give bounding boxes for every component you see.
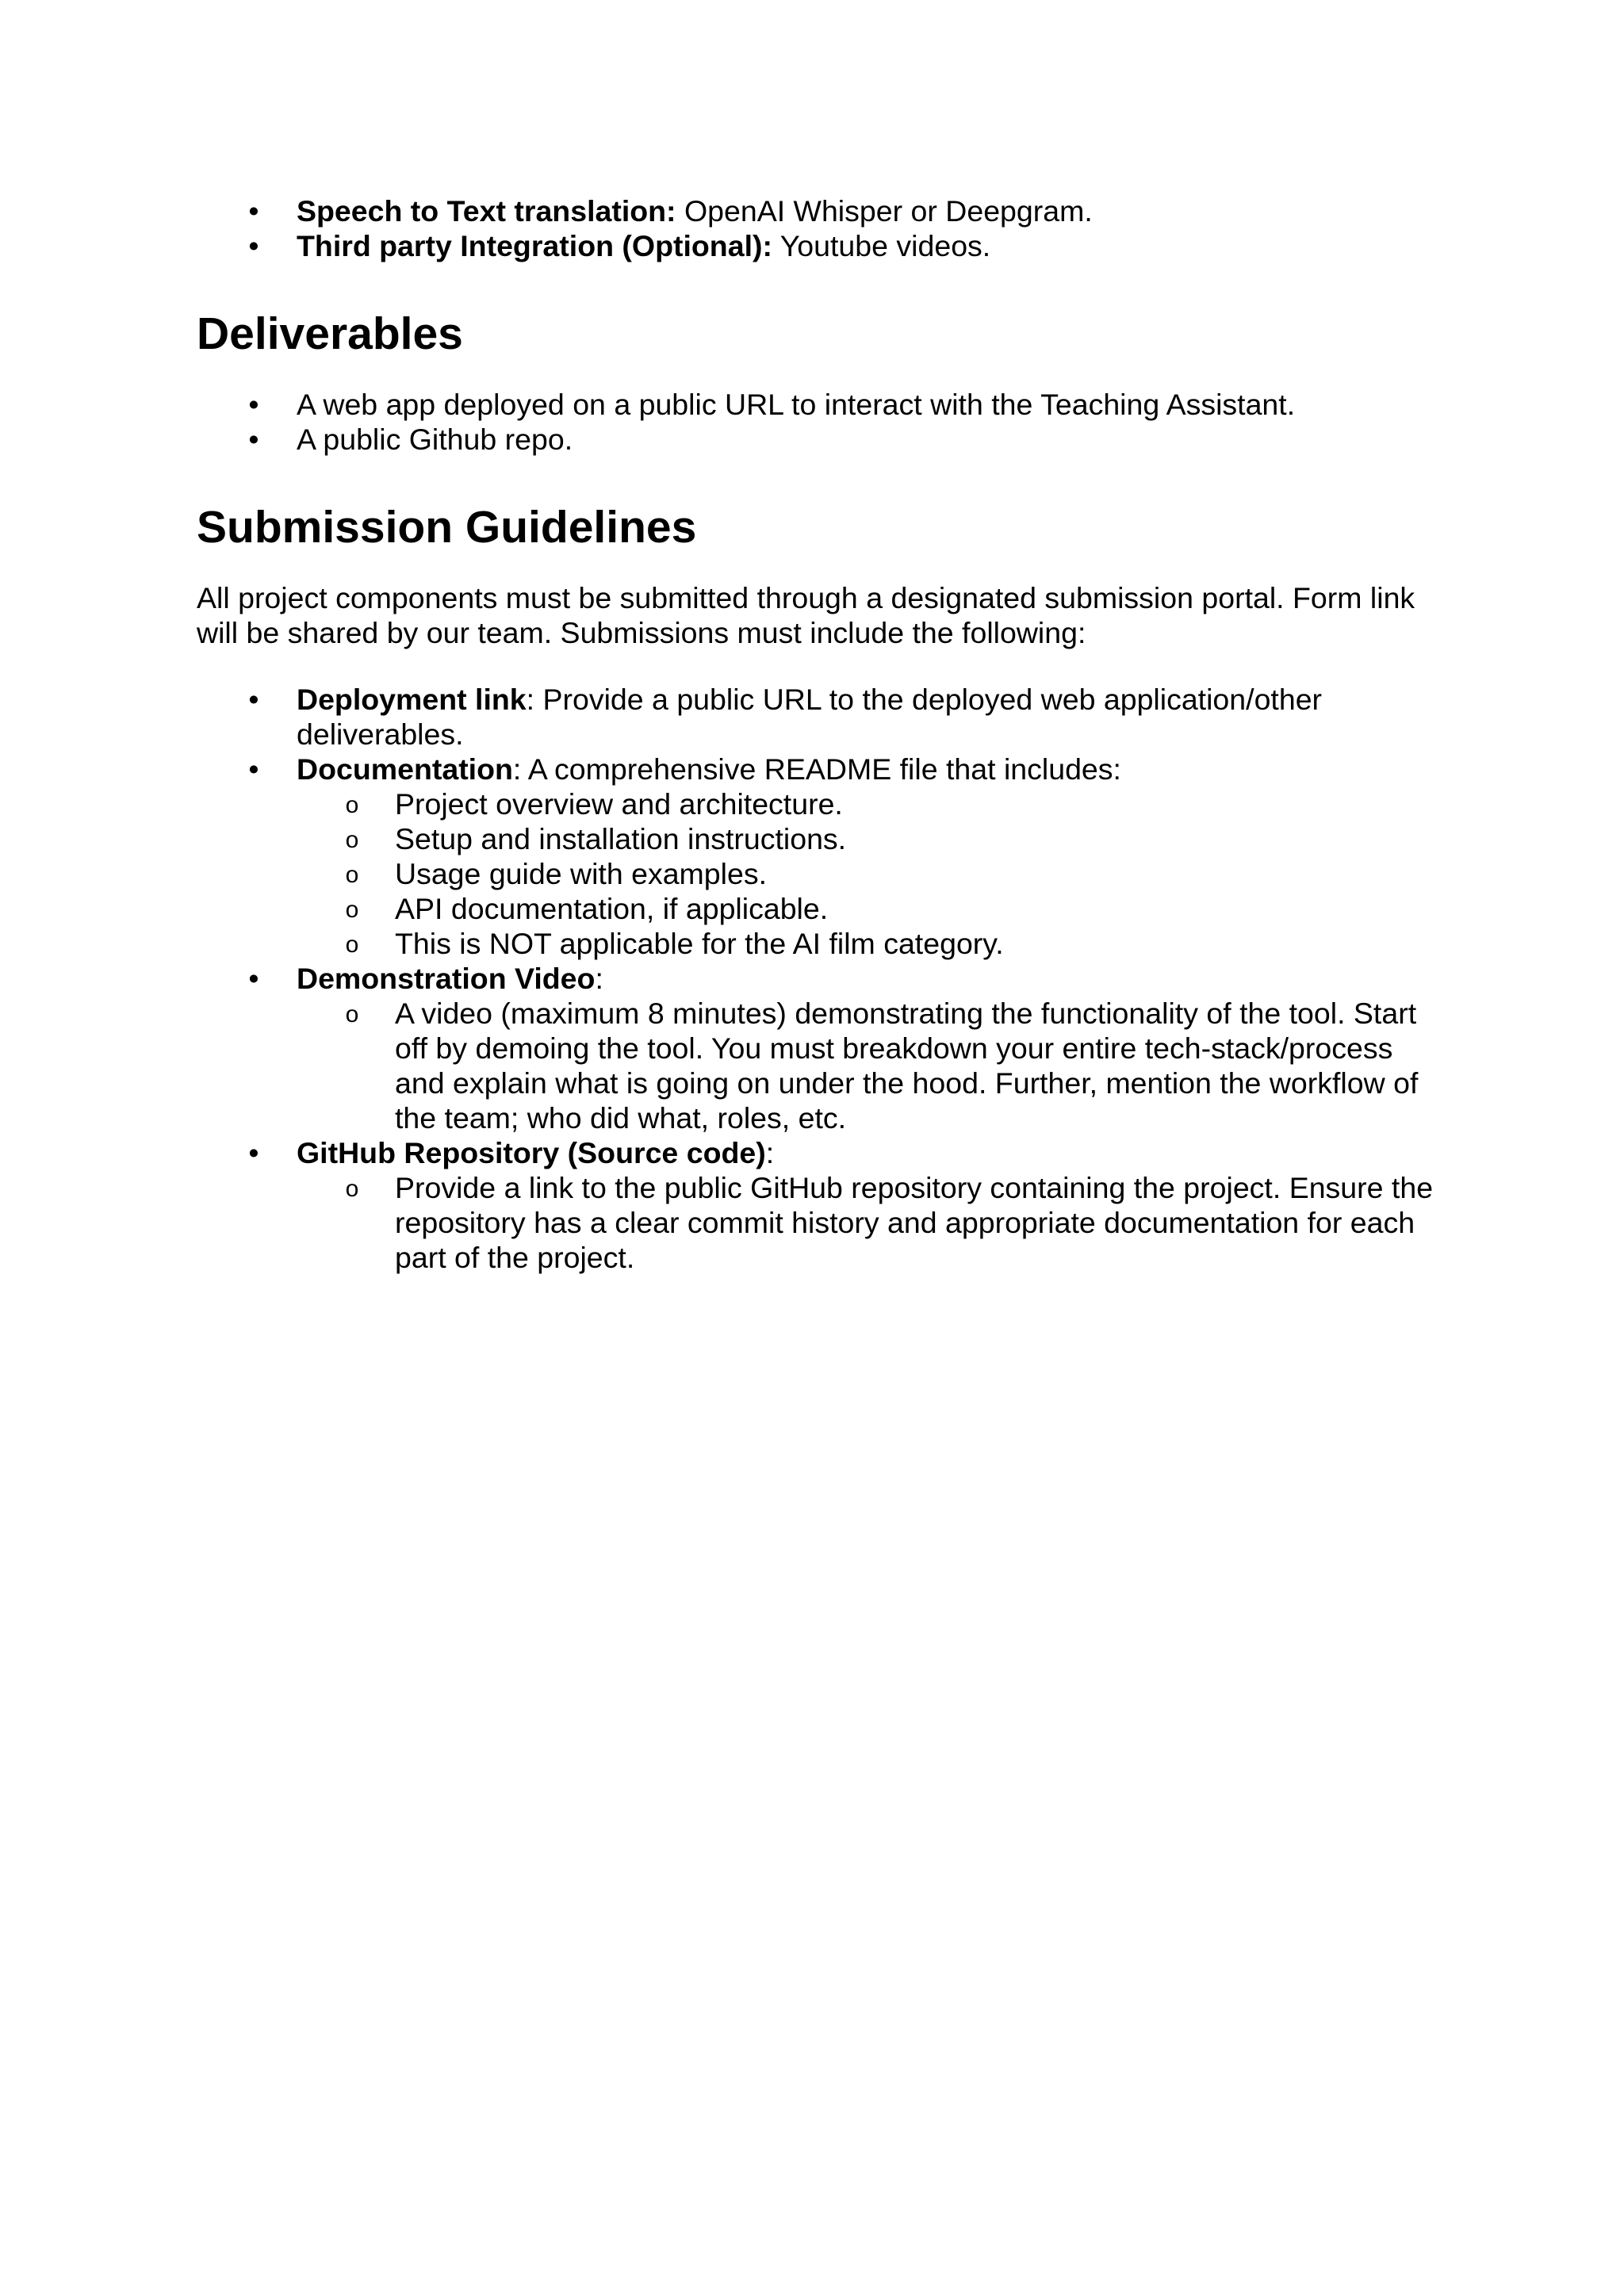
deliverables-heading: Deliverables <box>197 308 463 359</box>
bullet-icon: • <box>248 229 259 262</box>
item-text: : Provide a public URL to the deployed web application/other deliverables. <box>297 683 1323 751</box>
sub-item-text: Usage guide with examples. <box>395 857 768 890</box>
submission-intro: All project components must be submitted through a designated submission portal. Form link will be shared by our team. Submissions must include the following: <box>197 581 1415 649</box>
sub-item-text: Project overview and architecture. <box>395 787 843 821</box>
item-text: : A comprehensive README file that includes: <box>512 752 1121 786</box>
sub-item-text: Setup and installation instructions. <box>395 822 847 855</box>
sub-list-item <box>197 856 1450 891</box>
circle-bullet-icon: o <box>345 1176 359 1202</box>
sub-list-item <box>197 786 1450 821</box>
item-text: OpenAI Whisper or Deepgram. <box>676 194 1093 228</box>
circle-bullet-icon: o <box>345 792 359 818</box>
list-item <box>197 193 1450 228</box>
list-item <box>197 422 1450 457</box>
bullet-icon: • <box>248 194 259 228</box>
bullet-icon: • <box>248 683 259 716</box>
circle-bullet-icon: o <box>345 932 359 958</box>
bullet-icon: • <box>248 388 259 421</box>
circle-bullet-icon: o <box>345 897 359 923</box>
sub-list-item <box>197 1170 1450 1275</box>
item-text: : <box>765 1136 775 1169</box>
deliverables-list <box>197 387 1450 457</box>
item-label: GitHub Repository (Source code) <box>297 1136 766 1169</box>
list-item <box>197 961 1450 1135</box>
bullet-icon: • <box>248 962 259 995</box>
bullet-icon: • <box>248 752 259 786</box>
item-label: Speech to Text translation: <box>297 194 676 228</box>
item-text: Youtube videos. <box>772 229 991 262</box>
item-label: Deployment link <box>297 683 527 716</box>
demo-video-sublist <box>197 996 1450 1135</box>
item-label: Third party Integration (Optional): <box>297 229 772 262</box>
bullet-icon: • <box>248 423 259 456</box>
submission-guidelines-heading: Submission Guidelines <box>197 502 697 553</box>
submission-list <box>197 682 1450 1275</box>
circle-bullet-icon: o <box>345 827 359 853</box>
sub-item-text: This is NOT applicable for the AI film category. <box>395 927 1004 960</box>
sub-list-item <box>197 926 1450 961</box>
item-label: Documentation <box>297 752 513 786</box>
circle-bullet-icon: o <box>345 862 359 888</box>
sub-list-item <box>197 996 1450 1135</box>
item-text: : <box>595 962 603 995</box>
list-item <box>197 387 1450 422</box>
sub-item-text: A video (maximum 8 minutes) demonstrating the functionality of the tool. Start off by demoing the tool. You must breakdown your entire tech-stack/process and explain what is going on under the hood. Further, mention the workflow of the team; who did what, roles, etc. <box>395 997 1419 1135</box>
list-item <box>197 682 1450 752</box>
list-item <box>197 752 1450 961</box>
sub-list-item <box>197 821 1450 856</box>
sub-item-text: API documentation, if applicable. <box>395 892 829 925</box>
tech-stack-list <box>197 193 1450 263</box>
document-page <box>197 193 1450 1275</box>
sub-item-text: Provide a link to the public GitHub repository containing the project. Ensure the repository has a clear commit history and appropriate documentation for each part of the project. <box>395 1171 1434 1274</box>
item-text: A public Github repo. <box>297 423 573 456</box>
github-sublist <box>197 1170 1450 1275</box>
list-item <box>197 1135 1450 1275</box>
list-item <box>197 228 1450 263</box>
bullet-icon: • <box>248 1136 259 1169</box>
documentation-sublist <box>197 786 1450 961</box>
item-text: A web app deployed on a public URL to interact with the Teaching Assistant. <box>297 388 1296 421</box>
item-label: Demonstration Video <box>297 962 596 995</box>
circle-bullet-icon: o <box>345 1001 359 1027</box>
sub-list-item <box>197 891 1450 926</box>
